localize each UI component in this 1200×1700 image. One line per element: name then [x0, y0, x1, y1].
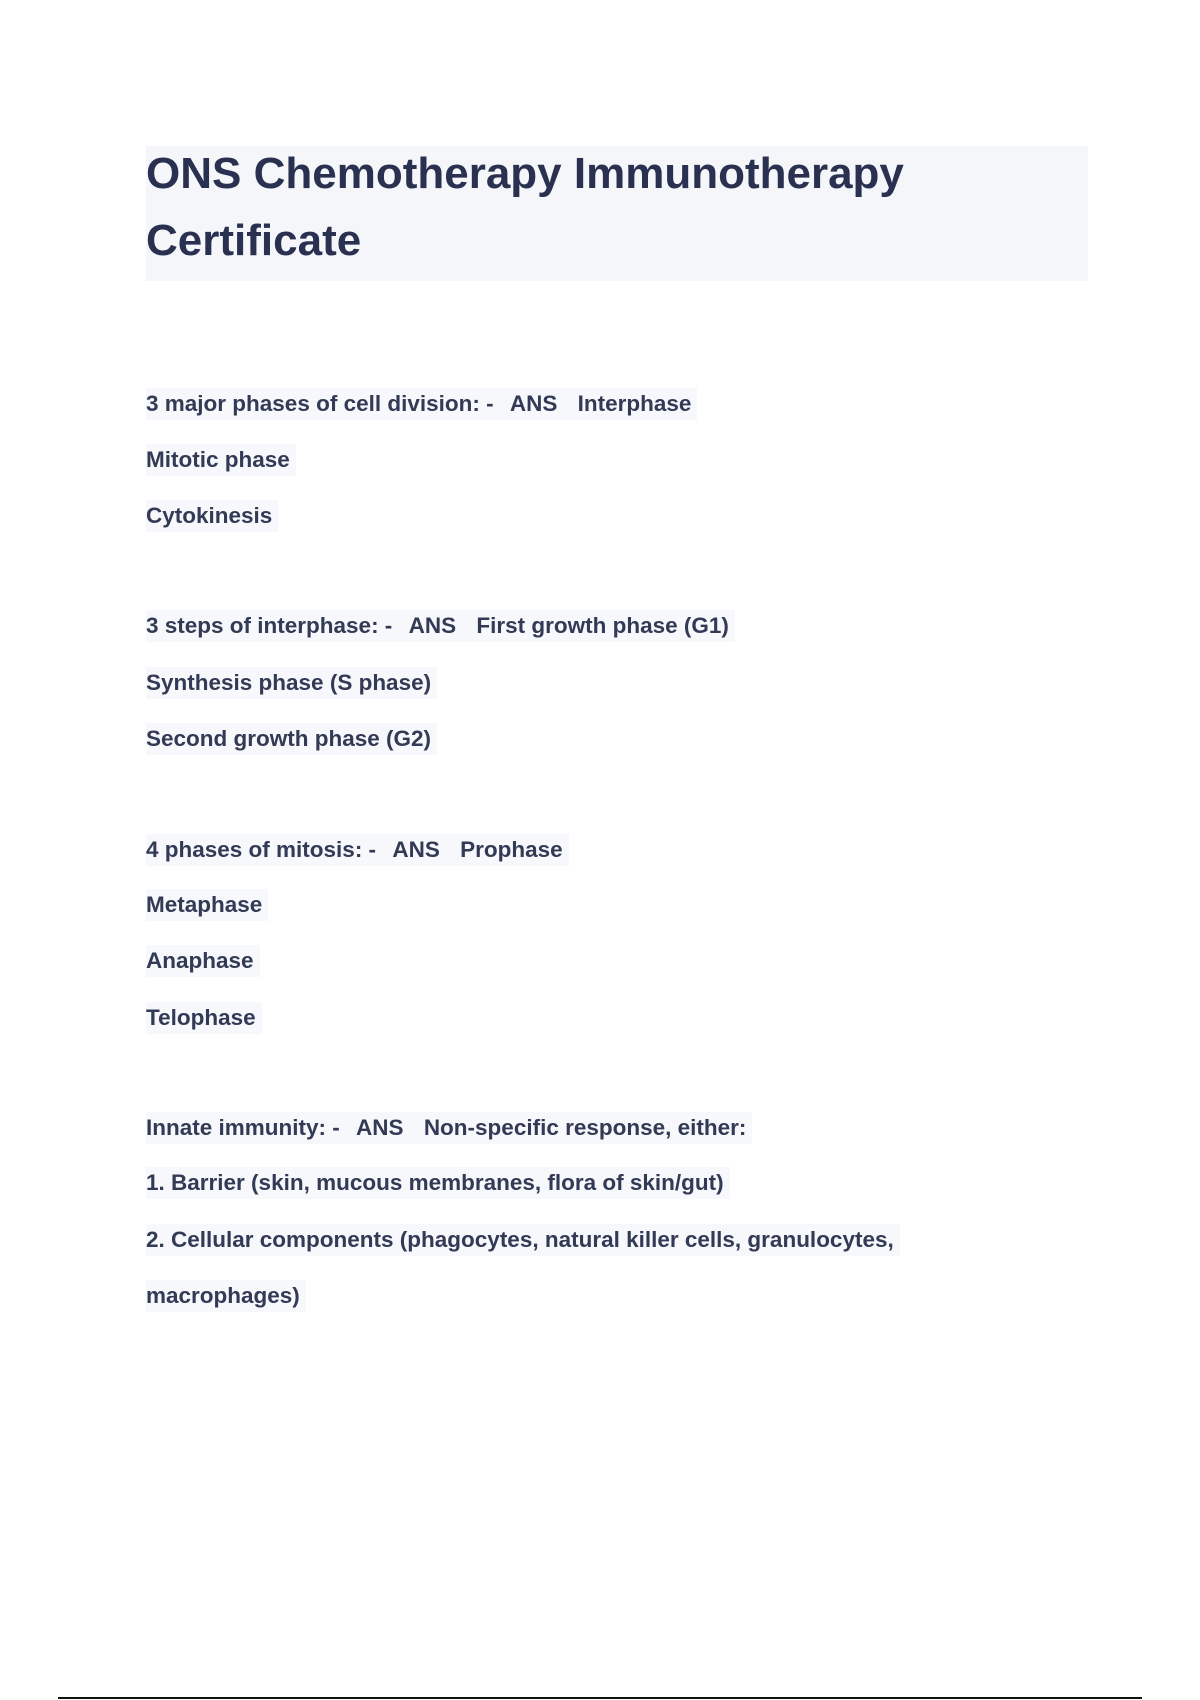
ans-label: ANS: [408, 613, 457, 638]
answer-text: First growth phase (G1): [476, 613, 729, 638]
document-title: [146, 146, 1088, 281]
ans-label: ANS: [392, 837, 440, 862]
qa-question-line: [146, 834, 569, 866]
answer-line: Synthesis phase (S phase): [146, 667, 437, 699]
title-line-1: ONS Chemotherapy Immunotherapy: [146, 149, 904, 198]
answer-line: macrophages): [146, 1280, 306, 1312]
title-line-2: Certificate: [146, 216, 362, 265]
answer-text: Non-specific response, either:: [423, 1115, 747, 1140]
question-text: 3 steps of interphase: -: [146, 613, 393, 638]
qa-question-line: [146, 1112, 752, 1144]
qa-question-line: [146, 388, 697, 420]
question-text: 3 major phases of cell division: -: [146, 391, 494, 416]
answer-line: Cytokinesis: [146, 500, 278, 532]
ans-label: ANS: [356, 1115, 404, 1140]
answer-line: 2. Cellular components (phagocytes, natural killer cells, granulocytes,: [146, 1224, 900, 1256]
answer-text: Interphase: [577, 391, 692, 416]
answer-line: Mitotic phase: [146, 444, 296, 476]
question-text: Innate immunity: -: [146, 1115, 340, 1140]
answer-line: Second growth phase (G2): [146, 723, 437, 755]
ans-label: ANS: [509, 391, 558, 416]
answer-line: Metaphase: [146, 889, 268, 921]
qa-question-line: [146, 610, 735, 642]
answer-line: Telophase: [146, 1002, 262, 1034]
footer-divider: [58, 1697, 1142, 1699]
answer-line: Anaphase: [146, 945, 260, 977]
answer-line: 1. Barrier (skin, mucous membranes, flora of skin/gut): [146, 1167, 730, 1199]
answer-text: Prophase: [460, 837, 563, 862]
question-text: 4 phases of mitosis: -: [146, 837, 377, 862]
